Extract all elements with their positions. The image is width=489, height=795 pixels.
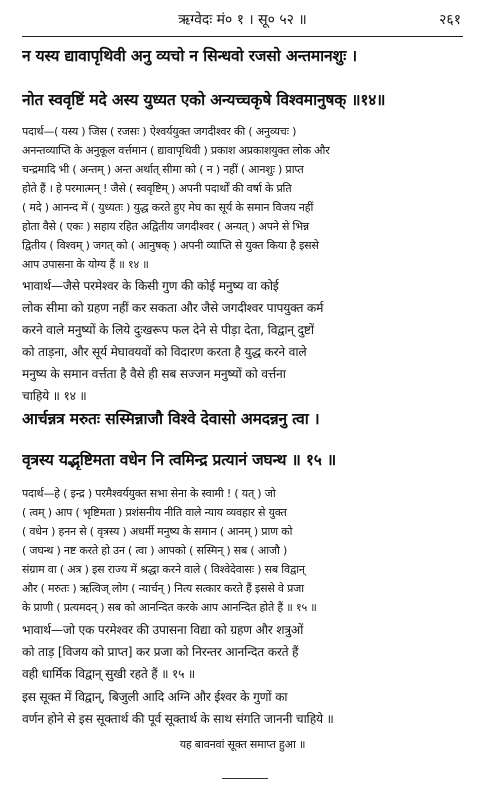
padartha-line: अनन्तव्याप्ति के अनुकूल वर्त्तमान ( द्यावापृथिवी ) प्रकाश अप्रकाशयुक्त लोक और: [22, 144, 330, 157]
padartha-line: के प्राणी ( प्रत्यमदन् ) सब को आनन्दित करके आप आनन्दित होते हैं ॥ १५ ॥: [22, 601, 317, 614]
end-rule: [222, 778, 268, 779]
padartha-line: ( त्वम् ) आप ( भृष्टिमता ) प्रशंसनीय नीति वाले न्याय व्यवहार से युक्त: [22, 506, 287, 519]
padartha-line: चन्द्रमादि भी ( अन्तम् ) अन्त अर्थात् सीमा को ( न ) नहीं ( आनशुः ) प्राप्त: [22, 163, 304, 176]
padartha-line: संग्राम वा ( अत्र ) इस राज्य में श्रद्धा करने वाले ( विश्वेदेवासः ) सब विद्वान्: [22, 563, 305, 576]
mantra-line: आर्चन्नत्र मरुतः सस्मिन्नाजौ विश्वे देवासो अमदन्ननु त्वा ।: [22, 410, 320, 428]
padartha-line: आप उपासना के योग्य हैं ॥ १४ ॥: [22, 258, 149, 271]
bhavartha-line: वही धार्मिक विद्वान् सुखी रहते हैं ॥ १५ ॥: [22, 667, 196, 681]
padartha-line: और ( मरुतः ) ऋत्विज् लोग ( न्यार्चन् ) नित्य सत्कार करते हैं इससे वे प्रजा: [22, 582, 304, 595]
bhavartha-line: इस सूक्त में विद्वान्, बिजुली आदि अग्नि और ईश्वर के गुणों का: [22, 690, 288, 704]
padartha-line: द्वितीय ( विश्वम् ) जगत् को ( आनुषक् ) अपनी व्याप्ति से युक्त किया है इससे: [22, 239, 319, 252]
bhavartha-line: चाहिये ॥ १४ ॥: [22, 389, 87, 403]
bhavartha-line: भावार्थ—जो एक परमेश्वर की उपासना विद्या को ग्रहण और शत्रुओं: [22, 623, 304, 637]
padartha-line: ( जघन्थ ) नष्ट करते हो उन ( त्वा ) आपको ( सस्मिन् ) सब ( आजौ ): [22, 544, 288, 557]
bhavartha-line: वर्णन होने से इस सूक्तार्थ की पूर्व सूक्तार्थ के साथ संगति जाननी चाहिये ॥: [22, 712, 334, 726]
bhavartha-line: भावार्थ—जैसे परमेश्वर के किसी गुण की कोई मनुष्य वा कोई: [22, 279, 279, 293]
bhavartha-line: मनुष्य के समान वर्त्तता है वैसे ही सब सज्जन मनुष्यों को वर्त्तना: [22, 367, 286, 381]
page-number: २६१: [439, 12, 461, 28]
bhavartha-line: लोक सीमा को ग्रहण नहीं कर सकता और जैसे जगदीश्वर पापयुक्त कर्म: [22, 301, 324, 315]
padartha-line: होता वैसे ( एकः ) सहाय रहित अद्वितीय जगदीश्वर ( अन्यत् ) अपने से भिन्न: [22, 220, 309, 233]
mantra-line: वृत्रस्य यद्भृष्टिमता वधेन नि त्वमिन्द्र प्रत्यानं जघन्थ ॥ १५ ॥: [22, 451, 337, 469]
padartha-line: होते हैं । हे परमात्मन् ! जैसे ( स्ववृष्टिम् ) अपनी पदार्थों की वर्षा के प्रति: [22, 182, 292, 195]
padartha-line: पदार्थ—( यस्य ) जिस ( रजसः ) ऐश्वर्ययुक्त जगदीश्वर की ( अनुव्यचः ): [22, 125, 297, 138]
running-title: ऋग्वेदः मं० १ । सू० ५२ ॥: [178, 12, 307, 28]
padartha-line: पदार्थ—हे ( इन्द्र ) परमैश्वर्ययुक्त सभा सेना के स्वामी ! ( यत् ) जो: [22, 487, 276, 500]
padartha-line: ( वधेन ) हनन से ( वृत्रस्य ) अधर्मी मनुष्य के समान ( आनम् ) प्राण को: [22, 525, 293, 538]
mantra-line: नोत स्ववृष्टिं मदे अस्य युध्यत एको अन्यच्चकृषे विश्वमानुषक् ॥१४॥: [22, 91, 386, 109]
header-rule: [22, 36, 463, 37]
padartha-line: ( मदे ) आनन्द में ( युध्यतः ) युद्ध करते हुए मेघ का सूर्य के समान विजय नहीं: [22, 201, 314, 214]
bhavartha-line: को ताड़ [विजय को प्राप्त] कर प्रजा को निरन्तर आनन्दित करते हैं: [22, 645, 299, 659]
bhavartha-line: को ताड़ना, और सूर्य मेघावयवों को विदारण करता है युद्ध करने वाले: [22, 345, 307, 359]
bhavartha-line: करने वाले मनुष्यों के लिये दुःखरूप फल देने से पीड़ा देता, विद्वान् दुष्टों: [22, 323, 314, 337]
padartha-line: यह बावनवां सूक्त समाप्त हुआ ॥: [179, 738, 306, 751]
page-header: [24, 10, 461, 34]
mantra-line: न यस्य द्यावापृथिवी अनु व्यचो न सिन्धवो रजसो अन्तमानशुः ।: [22, 47, 357, 65]
